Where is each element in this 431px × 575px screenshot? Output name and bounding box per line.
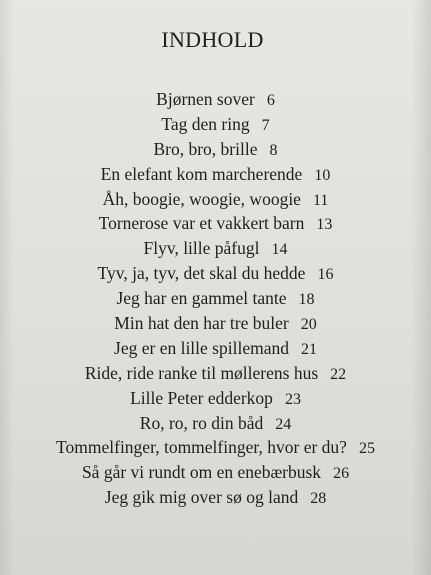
- toc-entry-title: Jeg gik mig over sø og land: [104, 487, 299, 508]
- toc-entry-page: 25: [358, 440, 375, 458]
- toc-entry: [0, 187, 431, 212]
- toc-entry-page: 13: [316, 216, 333, 234]
- toc-entry: [0, 261, 431, 286]
- toc-entry-page: 24: [275, 415, 292, 433]
- toc-entry: [0, 137, 431, 162]
- toc-entry-page: 8: [269, 141, 278, 159]
- toc-entry-page: 11: [312, 191, 329, 209]
- toc-entry-title: Tyv, ja, tyv, det skal du hedde: [97, 263, 306, 284]
- toc-entry-page: 6: [266, 92, 275, 109]
- toc-entry: [0, 211, 431, 236]
- toc-entry-page: 10: [314, 166, 331, 184]
- toc-entry: [0, 435, 431, 460]
- toc-entry-page: 21: [300, 340, 317, 358]
- toc-entry-page: 28: [310, 490, 327, 508]
- toc-entry: [0, 485, 431, 510]
- toc-entry-title: Tommelfinger, tommelfinger, hvor er du?: [56, 437, 347, 458]
- toc-entry-title: Tag den ring: [161, 113, 250, 134]
- toc-entry-page: 16: [317, 266, 334, 284]
- toc-entry-title: Så går vi rundt om en enebærbusk: [81, 462, 322, 483]
- toc-entry-title: Åh, boogie, woogie, woogie: [102, 188, 301, 209]
- toc-entry-title: Flyv, lille påfugl: [143, 238, 260, 259]
- table-of-contents: [0, 87, 431, 510]
- toc-entry: [0, 87, 431, 112]
- toc-entry: [0, 336, 431, 361]
- toc-entry: [0, 361, 431, 386]
- toc-entry: [0, 112, 431, 137]
- toc-entry-title: Bjørnen sover: [156, 89, 255, 109]
- toc-entry: [0, 162, 431, 187]
- toc-entry: [0, 386, 431, 411]
- toc-entry-title: Ro, ro, ro din båd: [139, 412, 264, 433]
- toc-entry-page: 18: [298, 291, 315, 309]
- toc-entry-page: 26: [333, 465, 350, 483]
- page-title: INDHOLD: [161, 27, 264, 52]
- toc-entry-page: 22: [330, 365, 347, 383]
- toc-entry-title: Min hat den har tre buler: [114, 313, 289, 334]
- toc-entry: [0, 460, 431, 485]
- toc-entry: [0, 311, 431, 336]
- toc-entry-title: Jeg er en lille spillemand: [114, 337, 289, 358]
- toc-entry-title: Jeg har en gammel tante: [116, 288, 287, 309]
- toc-entry-title: Ride, ride ranke til møllerens hus: [84, 362, 319, 383]
- toc-entry: [0, 236, 431, 261]
- toc-entry: [0, 286, 431, 311]
- toc-entry-page: 20: [300, 316, 317, 334]
- toc-entry-title: Lille Peter edderkop: [130, 387, 273, 408]
- toc-entry-title: En elefant kom marcherende: [100, 163, 303, 184]
- toc-entry-page: 23: [284, 390, 301, 408]
- toc-entry: [0, 411, 431, 436]
- toc-entry-title: Bro, bro, brille: [153, 138, 258, 159]
- toc-entry-title: Tornerose var et vakkert barn: [98, 213, 305, 234]
- toc-entry-page: 14: [271, 241, 288, 259]
- toc-entry-page: 7: [261, 116, 270, 134]
